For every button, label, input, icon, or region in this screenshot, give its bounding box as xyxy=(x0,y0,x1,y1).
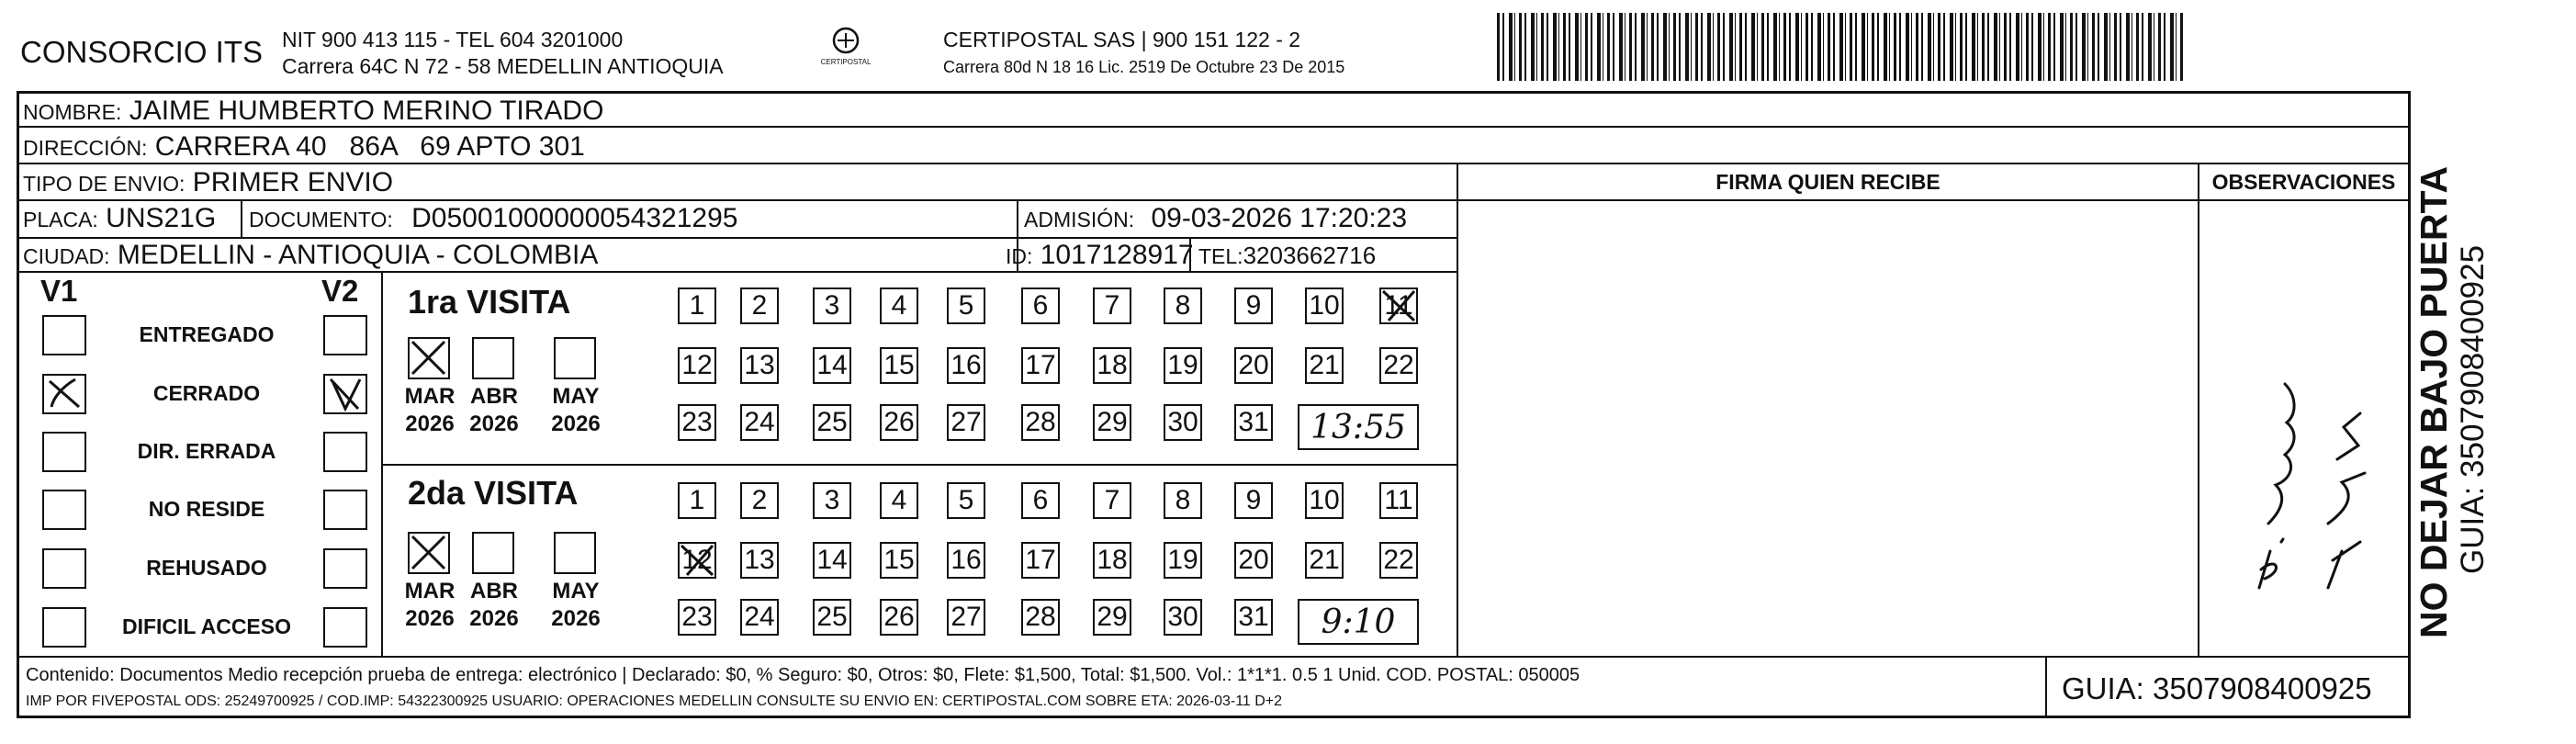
document-row xyxy=(249,205,737,232)
day-box[interactable]: 14 xyxy=(813,347,851,384)
day-box[interactable]: 11 xyxy=(1379,482,1418,519)
v1-checkbox[interactable] xyxy=(42,548,86,589)
address-label: DIRECCIÓN: xyxy=(23,136,148,160)
certipostal-logo xyxy=(820,24,872,75)
tel-row xyxy=(1198,242,1376,269)
day-box[interactable]: 25 xyxy=(813,404,851,441)
day-box[interactable]: 24 xyxy=(740,404,779,441)
v2-checkbox[interactable] xyxy=(323,315,367,355)
month-label: MAR xyxy=(404,579,456,603)
day-box[interactable]: 25 xyxy=(813,599,851,636)
month-checkbox-mar[interactable] xyxy=(408,337,450,379)
day-box[interactable]: 23 xyxy=(678,599,716,636)
day-box[interactable]: 18 xyxy=(1093,347,1131,384)
day-box[interactable]: 6 xyxy=(1021,287,1060,324)
name-label: NOMBRE: xyxy=(23,100,122,124)
day-box[interactable]: 16 xyxy=(947,542,985,579)
day-box[interactable]: 30 xyxy=(1164,404,1202,441)
day-box[interactable]: 1 xyxy=(678,287,716,324)
day-box[interactable]: 10 xyxy=(1305,287,1344,324)
id-label: ID: xyxy=(1006,244,1033,268)
visit2-title: 2da VISITA xyxy=(408,474,579,512)
day-box[interactable]: 5 xyxy=(947,482,985,519)
status-label: CERRADO xyxy=(152,381,261,405)
id-value: 1017128917 xyxy=(1040,240,1194,270)
year-label: 2026 xyxy=(405,411,455,436)
day-box[interactable]: 30 xyxy=(1164,599,1202,636)
plate-value: UNS21G xyxy=(106,203,217,233)
month-checkbox-may[interactable] xyxy=(554,532,596,574)
courier-address: Carrera 80d N 18 16 Lic. 2519 De Octubre 23 De 2015 xyxy=(943,58,1345,76)
month-checkbox-may[interactable] xyxy=(554,337,596,379)
handwriting-icon xyxy=(2241,276,2379,625)
document-label: DOCUMENTO: xyxy=(249,208,393,231)
courier-name: CERTIPOSTAL SAS | 900 151 122 - 2 xyxy=(943,28,1301,51)
day-box[interactable]: 22 xyxy=(1379,347,1418,384)
day-box[interactable]: 8 xyxy=(1164,287,1202,324)
day-box[interactable]: 29 xyxy=(1093,404,1131,441)
checkmark-x-icon xyxy=(44,376,84,411)
day-box[interactable]: 28 xyxy=(1021,599,1060,636)
month-label: ABR xyxy=(470,579,518,603)
city-label: CIUDAD: xyxy=(23,244,110,268)
day-box[interactable]: 20 xyxy=(1234,347,1273,384)
v1-checkbox[interactable] xyxy=(42,315,86,355)
id-row xyxy=(1006,242,1194,269)
year-label: 2026 xyxy=(469,606,519,631)
day-box[interactable]: 17 xyxy=(1021,542,1060,579)
side-guide: GUIA: 3507908400925 xyxy=(2455,244,2491,574)
day-box[interactable]: 15 xyxy=(880,347,918,384)
day-box[interactable]: 2 xyxy=(740,482,779,519)
v2-checkbox[interactable] xyxy=(323,607,367,648)
day-box[interactable]: 6 xyxy=(1021,482,1060,519)
city-value: MEDELLIN - ANTIOQUIA - COLOMBIA xyxy=(117,240,599,270)
day-mark-icon xyxy=(678,542,716,579)
day-box[interactable]: 1 xyxy=(678,482,716,519)
day-box[interactable]: 21 xyxy=(1305,542,1344,579)
tel-label: TEL: xyxy=(1198,244,1243,268)
footer-print-info: IMP POR FIVEPOSTAL ODS: 25249700925 / COD.IMP: 54322300925 USUARIO: OPERACIONES MEDELLIN CONSULTE SU ENVIO EN: CERTIPOSTAL.COM SOBRE ETA: 2026-03-11 D+2 xyxy=(26,693,1283,709)
day-box[interactable]: 15 xyxy=(880,542,918,579)
address-row xyxy=(23,133,585,161)
day-box[interactable]: 3 xyxy=(813,287,851,324)
day-box[interactable]: 5 xyxy=(947,287,985,324)
day-box[interactable]: 31 xyxy=(1234,599,1273,636)
day-box[interactable]: 19 xyxy=(1164,347,1202,384)
svg-text:CERTIPOSTAL: CERTIPOSTAL xyxy=(820,58,872,66)
company-nit: NIT 900 413 115 - TEL 604 3201000 xyxy=(282,28,624,51)
admission-row xyxy=(1024,205,1407,232)
signature-header: FIRMA QUIEN RECIBE xyxy=(1715,170,1940,194)
day-box[interactable]: 17 xyxy=(1021,347,1060,384)
month-label: MAY xyxy=(552,579,600,603)
certipostal-logo-icon xyxy=(820,24,872,75)
footer-contents: Contenido: Documentos Medio recepción prueba de entrega: electrónico | Declarado: $0, % Seguro: $0, Otros: $0, Flete: $1,500, Total: $1,500. Vol.: 1*1*1. 0.5 1 Unid. COD. POSTAL: 050005 xyxy=(26,665,1580,685)
visit-time: 13:55 xyxy=(1310,409,1406,446)
city-row xyxy=(23,242,598,269)
status-label: NO RESIDE xyxy=(148,497,265,521)
type-row xyxy=(23,169,393,197)
visit1-title: 1ra VISITA xyxy=(408,283,571,321)
status-label: DIFICIL ACCESO xyxy=(121,614,291,638)
day-box[interactable]: 10 xyxy=(1305,482,1344,519)
day-box[interactable]: 3 xyxy=(813,482,851,519)
day-box[interactable]: 12 xyxy=(678,542,716,579)
recipient-name: JAIME HUMBERTO MERINO TIRADO xyxy=(129,96,604,126)
footer-guide: GUIA: 3507908400925 xyxy=(2062,671,2372,705)
year-label: 2026 xyxy=(405,606,455,631)
day-box[interactable]: 28 xyxy=(1021,404,1060,441)
day-box[interactable]: 7 xyxy=(1093,287,1131,324)
side-text xyxy=(2413,124,2524,638)
month-checkbox-abr[interactable] xyxy=(472,532,514,574)
month-label: MAY xyxy=(552,384,600,409)
day-box[interactable]: 14 xyxy=(813,542,851,579)
day-box[interactable]: 20 xyxy=(1234,542,1273,579)
year-label: 2026 xyxy=(469,411,519,436)
day-box[interactable]: 8 xyxy=(1164,482,1202,519)
status-label: DIR. ERRADA xyxy=(137,439,276,463)
day-box[interactable]: 2 xyxy=(740,287,779,324)
status-label: ENTREGADO xyxy=(139,322,275,346)
v1-checkbox[interactable] xyxy=(42,374,86,414)
year-label: 2026 xyxy=(551,411,601,436)
company-name: CONSORCIO ITS xyxy=(20,35,264,69)
plate-row xyxy=(23,205,216,232)
day-box[interactable]: 9 xyxy=(1234,287,1273,324)
admission-label: ADMISIÓN: xyxy=(1024,208,1135,231)
day-box[interactable]: 16 xyxy=(947,347,985,384)
month-checkbox-mar[interactable] xyxy=(408,532,450,574)
recipient-address: CARRERA 40 86A 69 APTO 301 xyxy=(154,131,585,162)
name-row xyxy=(23,97,603,125)
observations-handwriting xyxy=(2241,276,2379,625)
checkmark-x-icon xyxy=(410,534,447,571)
v2-checkbox[interactable] xyxy=(323,432,367,472)
day-box[interactable]: 19 xyxy=(1164,542,1202,579)
day-box[interactable]: 26 xyxy=(880,599,918,636)
day-box[interactable]: 26 xyxy=(880,404,918,441)
day-box[interactable]: 22 xyxy=(1379,542,1418,579)
v2-checkbox[interactable] xyxy=(323,490,367,530)
side-warning: NO DEJAR BAJO PUERTA xyxy=(2413,165,2455,638)
month-checkbox-abr[interactable] xyxy=(472,337,514,379)
day-box[interactable]: 9 xyxy=(1234,482,1273,519)
checkmark-x-icon xyxy=(325,376,365,411)
day-box[interactable]: 24 xyxy=(740,599,779,636)
v1-checkbox[interactable] xyxy=(42,490,86,530)
day-box[interactable]: 11 xyxy=(1379,287,1418,324)
observations-header: OBSERVACIONES xyxy=(2211,170,2396,194)
day-box[interactable]: 18 xyxy=(1093,542,1131,579)
day-box[interactable]: 27 xyxy=(947,404,985,441)
barcode xyxy=(1497,13,2186,81)
document-value: D05001000000054321295 xyxy=(411,203,738,233)
status-label: REHUSADO xyxy=(146,556,267,580)
day-box[interactable]: 27 xyxy=(947,599,985,636)
day-box[interactable]: 4 xyxy=(880,287,918,324)
tel-value: 3203662716 xyxy=(1243,242,1377,269)
v1-header: V1 xyxy=(40,274,78,308)
plate-label: PLACA: xyxy=(23,208,98,231)
day-box[interactable]: 7 xyxy=(1093,482,1131,519)
v2-header: V2 xyxy=(321,274,359,308)
day-box[interactable]: 13 xyxy=(740,347,779,384)
v2-checkbox[interactable] xyxy=(323,374,367,414)
day-mark-icon xyxy=(1379,287,1418,324)
v1-checkbox[interactable] xyxy=(42,607,86,648)
v2-checkbox[interactable] xyxy=(323,548,367,589)
year-label: 2026 xyxy=(551,606,601,631)
day-box[interactable]: 13 xyxy=(740,542,779,579)
day-box[interactable]: 23 xyxy=(678,404,716,441)
month-label: MAR xyxy=(404,384,456,409)
day-box[interactable]: 31 xyxy=(1234,404,1273,441)
month-label: ABR xyxy=(470,384,518,409)
admission-value: 09-03-2026 17:20:23 xyxy=(1151,203,1408,233)
day-box[interactable]: 12 xyxy=(678,347,716,384)
visit-time: 9:10 xyxy=(1321,603,1396,641)
day-box[interactable]: 29 xyxy=(1093,599,1131,636)
checkmark-x-icon xyxy=(410,339,447,377)
day-box[interactable]: 4 xyxy=(880,482,918,519)
v1-checkbox[interactable] xyxy=(42,432,86,472)
company-address: Carrera 64C N 72 - 58 MEDELLIN ANTIOQUIA xyxy=(282,54,724,78)
shipment-type: PRIMER ENVIO xyxy=(192,167,394,197)
day-box[interactable]: 21 xyxy=(1305,347,1344,384)
type-label: TIPO DE ENVIO: xyxy=(23,172,186,196)
